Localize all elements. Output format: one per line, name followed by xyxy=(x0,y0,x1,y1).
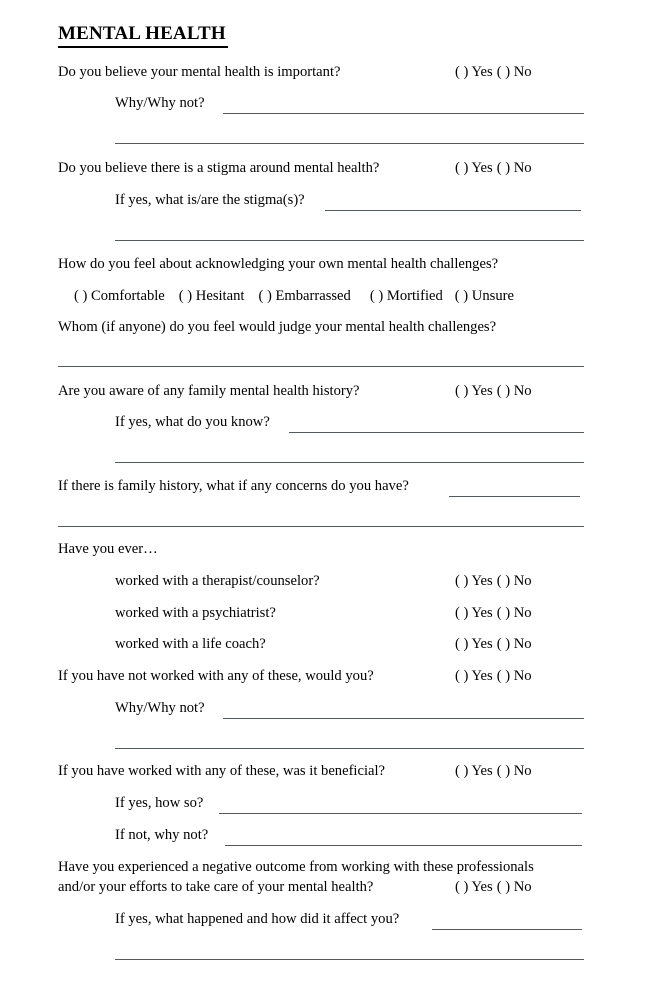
no-option[interactable]: ( ) No xyxy=(496,636,532,652)
yes-option[interactable]: ( ) Yes xyxy=(455,64,493,80)
yesno-group-q2[interactable] xyxy=(455,160,532,178)
subquestion-text: worked with a life coach? xyxy=(115,636,266,652)
question-text: Whom (if anyone) do you feel would judge your mental health challenges? xyxy=(58,319,497,335)
yes-option[interactable]: ( ) Yes xyxy=(455,668,493,684)
question-negative-outcome-line1 xyxy=(58,859,588,877)
page-title-container xyxy=(58,24,228,48)
yesno-group-q10[interactable] xyxy=(455,879,532,897)
yesno-group-q1[interactable] xyxy=(455,64,532,82)
yes-option[interactable]: ( ) Yes xyxy=(455,160,493,176)
answer-line-q1-a[interactable] xyxy=(223,113,584,114)
no-option[interactable]: ( ) No xyxy=(496,668,532,684)
question-text: Do you believe your mental health is important? xyxy=(58,64,341,80)
option-embarrassed[interactable]: ( ) Embarrassed xyxy=(258,288,351,304)
question-text: If you have worked with any of these, was it beneficial? xyxy=(58,763,386,779)
answer-line-q6-b[interactable] xyxy=(58,526,584,527)
question-text: and/or your efforts to take care of your mental health? xyxy=(58,879,374,895)
yesno-group-life-coach[interactable] xyxy=(455,636,532,654)
subquestion-if-not-why-not xyxy=(115,827,588,845)
subquestion-what-stigmas xyxy=(115,192,588,210)
option-comfortable[interactable]: ( ) Comfortable xyxy=(74,288,165,304)
subquestion-why-why-not-1 xyxy=(115,95,588,113)
option-mortified[interactable]: ( ) Mortified xyxy=(369,288,443,304)
question-have-you-ever xyxy=(58,541,588,559)
option-unsure[interactable]: ( ) Unsure xyxy=(454,288,514,304)
subquestion-text: If not, why not? xyxy=(115,827,209,843)
yesno-group-therapist[interactable] xyxy=(455,573,532,591)
answer-line-q10-a[interactable] xyxy=(432,929,582,930)
answer-line-q10-b[interactable] xyxy=(115,959,584,960)
answer-line-q5-b[interactable] xyxy=(115,462,584,463)
feelings-option-group[interactable] xyxy=(74,288,514,306)
answer-line-q4[interactable] xyxy=(58,366,584,367)
no-option[interactable]: ( ) No xyxy=(496,160,532,176)
no-option[interactable]: ( ) No xyxy=(496,64,532,80)
no-option[interactable]: ( ) No xyxy=(496,573,532,589)
question-text: Are you aware of any family mental health history? xyxy=(58,383,360,399)
question-text: If there is family history, what if any concerns do you have? xyxy=(58,478,409,494)
answer-line-q8-b[interactable] xyxy=(115,748,584,749)
yesno-group-psychiatrist[interactable] xyxy=(455,605,532,623)
question-who-would-judge xyxy=(58,319,588,337)
subquestion-what-do-you-know xyxy=(115,414,588,432)
yes-option[interactable]: ( ) Yes xyxy=(455,573,493,589)
answer-line-q2-a[interactable] xyxy=(325,210,581,211)
subquestion-text: worked with a therapist/counselor? xyxy=(115,573,320,589)
answer-line-q8-a[interactable] xyxy=(223,718,584,719)
subquestion-text: If yes, how so? xyxy=(115,795,204,811)
answer-line-q6-a[interactable] xyxy=(449,496,580,497)
no-option[interactable]: ( ) No xyxy=(496,763,532,779)
question-text: Do you believe there is a stigma around mental health? xyxy=(58,160,380,176)
no-option[interactable]: ( ) No xyxy=(496,879,532,895)
subquestion-text: If yes, what is/are the stigma(s)? xyxy=(115,192,305,208)
answer-line-q9-b[interactable] xyxy=(225,845,582,846)
yesno-group-q8[interactable] xyxy=(455,668,532,686)
subquestion-why-why-not-2 xyxy=(115,700,588,718)
answer-line-q5-a[interactable] xyxy=(289,432,584,433)
question-family-history-concerns xyxy=(58,478,588,496)
question-acknowledging-challenges xyxy=(58,256,588,274)
yesno-group-q9[interactable] xyxy=(455,763,532,781)
answer-line-q9-a[interactable] xyxy=(219,813,582,814)
yes-option[interactable]: ( ) Yes xyxy=(455,763,493,779)
question-text: Have you experienced a negative outcome from working with these professionals xyxy=(58,859,534,875)
subquestion-text: If yes, what happened and how did it affect you? xyxy=(115,911,400,927)
answer-line-q1-b[interactable] xyxy=(115,143,584,144)
answer-line-q2-b[interactable] xyxy=(115,240,584,241)
question-text: How do you feel about acknowledging your own mental health challenges? xyxy=(58,256,499,272)
yes-option[interactable]: ( ) Yes xyxy=(455,383,493,399)
yes-option[interactable]: ( ) Yes xyxy=(455,879,493,895)
page-title: MENTAL HEALTH xyxy=(58,24,228,48)
subquestion-if-yes-how-so xyxy=(115,795,588,813)
question-text: If you have not worked with any of these, would you? xyxy=(58,668,374,684)
no-option[interactable]: ( ) No xyxy=(496,383,532,399)
yesno-group-q5[interactable] xyxy=(455,383,532,401)
subquestion-text: Why/Why not? xyxy=(115,95,205,111)
subquestion-text: Why/Why not? xyxy=(115,700,205,716)
option-hesitant[interactable]: ( ) Hesitant xyxy=(178,288,245,304)
subquestion-text: worked with a psychiatrist? xyxy=(115,605,276,621)
subquestion-what-happened xyxy=(115,911,588,929)
yes-option[interactable]: ( ) Yes xyxy=(455,636,493,652)
no-option[interactable]: ( ) No xyxy=(496,605,532,621)
question-text: Have you ever… xyxy=(58,541,158,557)
subquestion-text: If yes, what do you know? xyxy=(115,414,270,430)
yes-option[interactable]: ( ) Yes xyxy=(455,605,493,621)
